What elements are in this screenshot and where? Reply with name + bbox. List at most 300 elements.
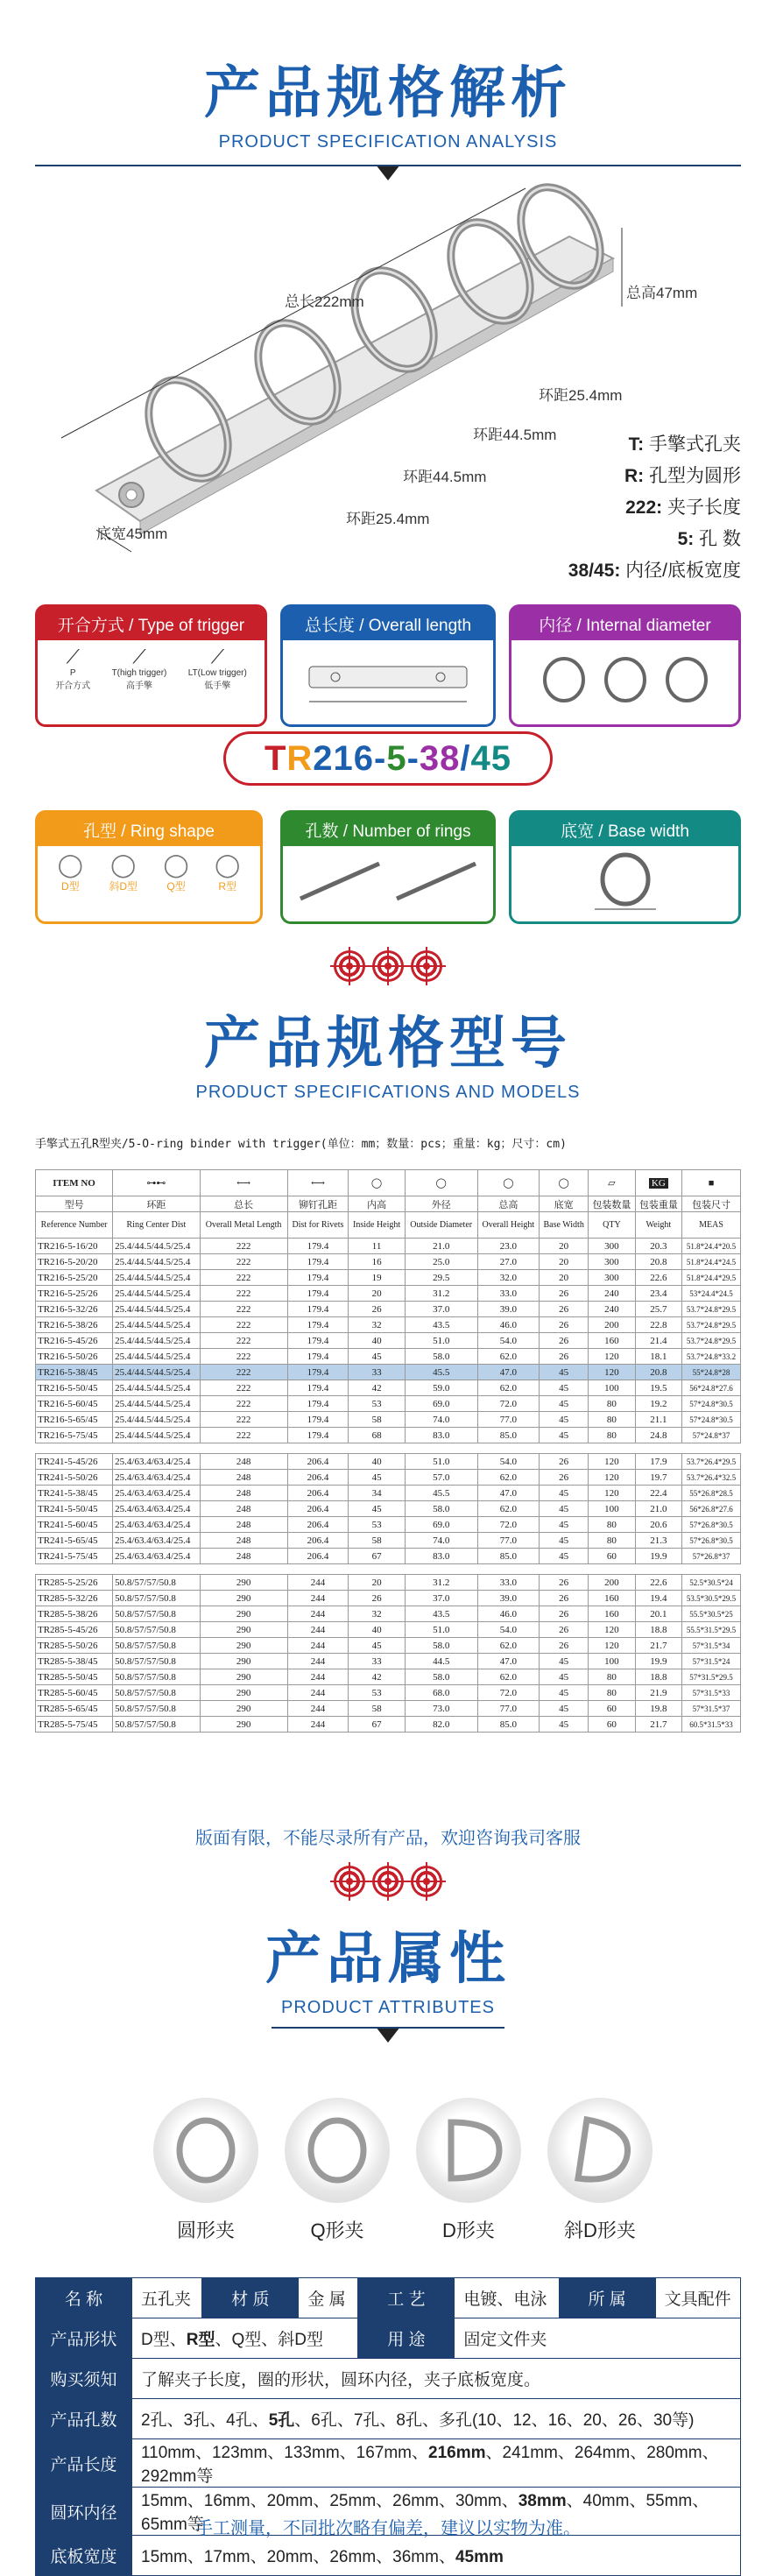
table-cell: 40 (349, 1454, 406, 1470)
table-cell: 300 (589, 1254, 635, 1270)
table-cell: TR216-5-38/45 (36, 1365, 113, 1380)
table-cell: 26 (540, 1591, 589, 1606)
table-cell: 53.7*26.4*29.5 (682, 1454, 741, 1470)
table-cell: 11 (349, 1239, 406, 1254)
table-cell: 248 (200, 1517, 287, 1533)
table-cell: 53.7*26.4*32.5 (682, 1470, 741, 1486)
table-row (36, 1549, 741, 1564)
table-cell: 25.4/63.4/63.4/25.4 (113, 1533, 200, 1549)
table-cell: 57*24.8*30.5 (682, 1396, 741, 1412)
table-cell: 32.0 (477, 1270, 540, 1286)
table-cell: 45 (540, 1701, 589, 1717)
table-cell: 25.4/63.4/63.4/25.4 (113, 1470, 200, 1486)
table-cell: 25.4/44.5/44.5/25.4 (113, 1239, 200, 1254)
target-icon (372, 1866, 404, 1897)
table-cell: 244 (287, 1669, 349, 1685)
table-cell: 44.5 (405, 1654, 477, 1669)
table-cell: 53.5*30.5*29.5 (682, 1591, 741, 1606)
table-cell: 57*26.8*37 (682, 1549, 741, 1564)
table-cell: 26 (540, 1302, 589, 1317)
attr-row: 产品孔数 2孔、3孔、4孔、5孔、6孔、7孔、8孔、多孔(10、12、16、20、26、30等) (36, 2399, 741, 2439)
box-shape-title: 孔型 / Ring shape (38, 813, 260, 846)
table-cell: 206.4 (287, 1549, 349, 1564)
column-header: 包装重量 (635, 1196, 681, 1212)
inside-height-icon: ◯ (349, 1170, 406, 1196)
column-header: 内高 (349, 1196, 406, 1212)
table-cell: TR241-5-38/45 (36, 1486, 113, 1501)
table-cell: 37.0 (405, 1302, 477, 1317)
table-cell: 222 (200, 1270, 287, 1286)
table-cell: 50.8/57/57/50.8 (113, 1685, 200, 1701)
table-cell: 45 (349, 1638, 406, 1654)
table-cell: TR285-5-25/26 (36, 1575, 113, 1591)
table-cell: 40 (349, 1333, 406, 1349)
box-rings-title: 孔数 / Number of rings (283, 813, 493, 846)
table-cell: 54.0 (477, 1622, 540, 1638)
table-cell: 21.1 (635, 1412, 681, 1428)
table-cell: 53 (349, 1517, 406, 1533)
column-header-en: Weight (635, 1212, 681, 1239)
table-cell: 290 (200, 1638, 287, 1654)
table-cell: 60 (589, 1717, 635, 1733)
table-cell: 179.4 (287, 1349, 349, 1365)
table-row (36, 1317, 741, 1333)
table-cell: 74.0 (405, 1412, 477, 1428)
table-cell: 56*26.8*27.6 (682, 1501, 741, 1517)
column-header: 型号 (36, 1196, 113, 1212)
attr-row: 产品长度 110mm、123mm、133mm、167mm、216mm、241mm、264mm、280mm、292mm等 (36, 2439, 741, 2488)
table-cell: 47.0 (477, 1654, 540, 1669)
table-cell: 290 (200, 1717, 287, 1733)
target-icons (0, 1866, 776, 1897)
table-cell: TR241-5-45/26 (36, 1454, 113, 1470)
outside-diameter-icon: ◯ (405, 1170, 477, 1196)
table-cell: 240 (589, 1286, 635, 1302)
shape-caption: D形夹 (442, 2220, 495, 2241)
table-cell: TR241-5-50/26 (36, 1470, 113, 1486)
table-cell: 45.5 (405, 1365, 477, 1380)
table-cell: 18.1 (635, 1349, 681, 1365)
table-cell: 26 (540, 1606, 589, 1622)
table-row (36, 1717, 741, 1733)
table-cell: 179.4 (287, 1317, 349, 1333)
table-cell: 50.8/57/57/50.8 (113, 1575, 200, 1591)
table-cell: 290 (200, 1575, 287, 1591)
table-cell: 19.9 (635, 1654, 681, 1669)
table-cell: 248 (200, 1454, 287, 1470)
table-cell: TR216-5-20/20 (36, 1254, 113, 1270)
table-cell: 62.0 (477, 1501, 540, 1517)
table-cell: 45 (349, 1501, 406, 1517)
table-cell: TR216-5-25/26 (36, 1286, 113, 1302)
table-cell: 100 (589, 1654, 635, 1669)
table-cell: 34 (349, 1486, 406, 1501)
table-cell: 120 (589, 1454, 635, 1470)
table-cell: 58 (349, 1412, 406, 1428)
table-cell: 47.0 (477, 1486, 540, 1501)
target-icon (411, 1866, 442, 1897)
box-qty-icon: ▱ (589, 1170, 635, 1196)
table-cell: 57*31.5*24 (682, 1654, 741, 1669)
table-cell: 45 (540, 1533, 589, 1549)
table-cell: 26 (540, 1454, 589, 1470)
table-cell: 69.0 (405, 1517, 477, 1533)
table-row (36, 1701, 741, 1717)
table-cell: 19.8 (635, 1701, 681, 1717)
table-cell: 20.1 (635, 1606, 681, 1622)
table-cell: TR216-5-75/45 (36, 1428, 113, 1443)
table-cell: 25.4/44.5/44.5/25.4 (113, 1317, 200, 1333)
table-cell: 26 (540, 1638, 589, 1654)
table-cell: 80 (589, 1669, 635, 1685)
table-cell: 45 (540, 1396, 589, 1412)
table-cell: 46.0 (477, 1606, 540, 1622)
table-cell: 46.0 (477, 1317, 540, 1333)
table-cell: 244 (287, 1717, 349, 1733)
table-cell: 290 (200, 1701, 287, 1717)
table-cell: 72.0 (477, 1396, 540, 1412)
table-cell: 60 (589, 1549, 635, 1564)
table-cell: 53 (349, 1396, 406, 1412)
attr-row: 底板宽度 15mm、17mm、20mm、26mm、36mm、45mm (36, 2536, 741, 2576)
table-cell: 45 (540, 1549, 589, 1564)
column-header: 总长 (200, 1196, 287, 1212)
table-cell: 179.4 (287, 1412, 349, 1428)
attr-row: 产品形状 D型、R型、Q型、斜D型 用 途 固定文件夹 (36, 2318, 741, 2359)
table-row (36, 1622, 741, 1638)
table-cell: 69.0 (405, 1396, 477, 1412)
table-cell: 39.0 (477, 1302, 540, 1317)
table-cell: 53.7*24.8*33.2 (682, 1349, 741, 1365)
table-cell: 206.4 (287, 1470, 349, 1486)
table-cell: 45 (540, 1669, 589, 1685)
table-cell: 290 (200, 1606, 287, 1622)
table-cell: 248 (200, 1549, 287, 1564)
table-cell: 62.0 (477, 1638, 540, 1654)
base-width-icon: ◯ (540, 1170, 589, 1196)
d-ring-image (416, 2098, 521, 2203)
column-header: 环距 (113, 1196, 200, 1212)
table-cell: TR216-5-38/26 (36, 1317, 113, 1333)
table-cell: TR285-5-45/26 (36, 1622, 113, 1638)
attr-row: 购买须知 了解夹子长度，圈的形状，圆环内径，夹子底板宽度。 (36, 2359, 741, 2399)
box-ring-shape: 孔型 / Ring shape ◯ D型 ◯ 斜D型 ◯ Q型 ◯ R型 (35, 810, 263, 924)
table-cell: 290 (200, 1654, 287, 1669)
table-cell: 240 (589, 1302, 635, 1317)
table-cell: 19.5 (635, 1380, 681, 1396)
dim-total-length: 总长222mm (285, 293, 364, 310)
table-cell: 222 (200, 1317, 287, 1333)
table-cell: 206.4 (287, 1533, 349, 1549)
table-cell: 58 (349, 1533, 406, 1549)
trigger-icon: ⟋ (210, 646, 224, 667)
table-cell: 85.0 (477, 1549, 540, 1564)
table-cell: TR241-5-50/45 (36, 1501, 113, 1517)
table-cell: TR285-5-60/45 (36, 1685, 113, 1701)
table-cell: 25.0 (405, 1254, 477, 1270)
divider (272, 2027, 504, 2029)
column-header: 底宽 (540, 1196, 589, 1212)
table-cell: 25.4/44.5/44.5/25.4 (113, 1428, 200, 1443)
metal-length-icon: ⟷ (200, 1170, 287, 1196)
box-number-of-rings (280, 810, 496, 924)
table-cell: 67 (349, 1549, 406, 1564)
table-cell: 32 (349, 1606, 406, 1622)
table-cell: 160 (589, 1591, 635, 1606)
table-cell: 55.5*30.5*25 (682, 1606, 741, 1622)
ring-center-icon: ⊶⊷ (113, 1170, 200, 1196)
table-cell: 20 (349, 1575, 406, 1591)
table-cell: 50.8/57/57/50.8 (113, 1701, 200, 1717)
dim-pitch-4: 环距25.4mm (346, 511, 430, 527)
table-cell: 40 (349, 1622, 406, 1638)
table-row (36, 1454, 741, 1470)
table-cell: 59.0 (405, 1380, 477, 1396)
table-cell: 290 (200, 1669, 287, 1685)
table-cell: 200 (589, 1317, 635, 1333)
table-cell: 60 (589, 1701, 635, 1717)
table-cell: 85.0 (477, 1428, 540, 1443)
table-cell: TR285-5-75/45 (36, 1717, 113, 1733)
target-icon (372, 950, 404, 982)
table-cell: 222 (200, 1349, 287, 1365)
table-cell: 50.8/57/57/50.8 (113, 1669, 200, 1685)
table-cell: TR285-5-65/45 (36, 1701, 113, 1717)
table-cell: 244 (287, 1638, 349, 1654)
r-ring-icon: ◯ (215, 851, 241, 878)
table-cell: 22.6 (635, 1270, 681, 1286)
table-cell: 22.4 (635, 1486, 681, 1501)
table-cell: 62.0 (477, 1470, 540, 1486)
table-cell: 45 (349, 1470, 406, 1486)
table-cell: 120 (589, 1638, 635, 1654)
section-spec-models (0, 999, 776, 1103)
table-row (36, 1286, 741, 1302)
target-icon (334, 1866, 365, 1897)
table-cell: 244 (287, 1575, 349, 1591)
table-cell: 20 (540, 1270, 589, 1286)
table-row (36, 1380, 741, 1396)
box-base-title: 底宽 / Base width (511, 813, 738, 846)
table-cell: 32 (349, 1317, 406, 1333)
table-cell: 120 (589, 1365, 635, 1380)
table-cell: 62.0 (477, 1669, 540, 1685)
table-cell: 222 (200, 1365, 287, 1380)
table-cell: 57*31.5*33 (682, 1685, 741, 1701)
section2-title: 产品规格型号 (204, 1012, 572, 1075)
table-cell: 45 (349, 1349, 406, 1365)
table-row (36, 1470, 741, 1486)
legend-row: 222: 夹子长度 (625, 498, 741, 518)
table-cell: 56*24.8*27.6 (682, 1380, 741, 1396)
table-cell: 244 (287, 1606, 349, 1622)
table-cell: 45 (540, 1428, 589, 1443)
dim-base-width: 底宽45mm (96, 526, 168, 542)
table-cell: 160 (589, 1606, 635, 1622)
table-cell: 23.0 (477, 1239, 540, 1254)
table-cell: TR241-5-75/45 (36, 1549, 113, 1564)
table-cell: 43.5 (405, 1317, 477, 1333)
table-cell: 80 (589, 1517, 635, 1533)
table-cell: 25.4/44.5/44.5/25.4 (113, 1254, 200, 1270)
table-cell: 80 (589, 1412, 635, 1428)
table-cell: 25.4/63.4/63.4/25.4 (113, 1486, 200, 1501)
table-cell: 45 (540, 1501, 589, 1517)
table-cell: 206.4 (287, 1486, 349, 1501)
table-cell: 21.0 (405, 1239, 477, 1254)
table-cell: 25.4/44.5/44.5/25.4 (113, 1302, 200, 1317)
legend-row: R: 孔型为圆形 (624, 466, 741, 486)
table-cell: 68 (349, 1428, 406, 1443)
table-cell: 50.8/57/57/50.8 (113, 1638, 200, 1654)
column-header-en: Ring Center Dist (113, 1212, 200, 1239)
shape-caption: 斜D形夹 (564, 2220, 636, 2241)
table-cell: 62.0 (477, 1380, 540, 1396)
table-cell: 244 (287, 1654, 349, 1669)
table-cell: 45 (540, 1717, 589, 1733)
section-spec-analysis (0, 48, 776, 180)
table-row (36, 1428, 741, 1443)
table-cell: 25.4/63.4/63.4/25.4 (113, 1501, 200, 1517)
target-icon (411, 950, 442, 982)
table-cell: TR241-5-65/45 (36, 1533, 113, 1549)
table-cell: 54.0 (477, 1333, 540, 1349)
attr-row: 名 称 五孔夹 材 质 金 属 工 艺 电镀、电泳 所 属 文具配件 (36, 2278, 741, 2318)
legend-row: T: 手擎式孔夹 (628, 434, 741, 455)
table-cell: 39.0 (477, 1591, 540, 1606)
table-cell: 42 (349, 1380, 406, 1396)
table-cell: 51.8*24.4*20.5 (682, 1239, 741, 1254)
table-cell: 77.0 (477, 1701, 540, 1717)
table-cell: 222 (200, 1302, 287, 1317)
column-header: 铆钉孔距 (287, 1196, 349, 1212)
table-cell: 244 (287, 1591, 349, 1606)
table-cell: 25.7 (635, 1302, 681, 1317)
header-en (36, 1212, 741, 1239)
table-cell: 206.4 (287, 1501, 349, 1517)
overall-height-icon: ◯ (477, 1170, 540, 1196)
length-diagram-icon (283, 640, 493, 719)
table-cell: TR285-5-38/45 (36, 1654, 113, 1669)
attr-row: 圆环内径 15mm、16mm、20mm、25mm、26mm、30mm、38mm、40mm、55mm、65mm等 (36, 2488, 741, 2536)
table-cell: 25.4/63.4/63.4/25.4 (113, 1454, 200, 1470)
table-cell: 222 (200, 1333, 287, 1349)
table-cell: 57*31.5*29.5 (682, 1669, 741, 1685)
table-cell: 100 (589, 1380, 635, 1396)
table-cell: 26 (349, 1302, 406, 1317)
column-header-en: Dist for Rivets (287, 1212, 349, 1239)
header-cn (36, 1196, 741, 1212)
table-row (36, 1654, 741, 1669)
table-cell: TR216-5-50/45 (36, 1380, 113, 1396)
table-cell: 120 (589, 1486, 635, 1501)
column-header: 外径 (405, 1196, 477, 1212)
dim-pitch-3: 环距44.5mm (403, 469, 487, 485)
table-cell: 43.5 (405, 1606, 477, 1622)
table-cell: TR216-5-32/26 (36, 1302, 113, 1317)
section2-subtitle: PRODUCT SPECIFICATIONS AND MODELS (195, 1083, 581, 1102)
table-cell: 16 (349, 1254, 406, 1270)
table-cell: 179.4 (287, 1396, 349, 1412)
table-row (36, 1533, 741, 1549)
table-cell: 200 (589, 1575, 635, 1591)
shape-caption: 圆形夹 (176, 2220, 235, 2241)
table-cell: 18.8 (635, 1622, 681, 1638)
table-cell: 74.0 (405, 1533, 477, 1549)
table-cell: 222 (200, 1428, 287, 1443)
box-internal-diameter (509, 604, 741, 727)
table-row (36, 1302, 741, 1317)
table-row (36, 1638, 741, 1654)
table-cell: 26 (540, 1470, 589, 1486)
table-cell: 53*24.4*24.5 (682, 1286, 741, 1302)
table-caption: 手擎式五孔R型夹/5-O-ring binder with trigger(单位：mm；数量：pcs；重量：kg；尺寸：cm) (35, 1138, 567, 1151)
table-cell: 53.7*24.8*29.5 (682, 1333, 741, 1349)
spec-table (35, 1169, 741, 1733)
spec-table-body (36, 1239, 741, 1733)
table-cell: 47.0 (477, 1365, 540, 1380)
round-ring-image (153, 2098, 258, 2203)
table-cell: 222 (200, 1412, 287, 1428)
table-cell: 57*24.8*37 (682, 1428, 741, 1443)
dim-total-height: 总高47mm (626, 285, 698, 301)
down-triangle-icon (376, 2027, 400, 2043)
legend-row: 5: 孔 数 (677, 529, 741, 549)
box-inner-title: 内径 / Internal diameter (511, 607, 738, 640)
table-cell: 45.5 (405, 1486, 477, 1501)
table-cell: 45 (540, 1654, 589, 1669)
table-cell: 248 (200, 1501, 287, 1517)
table-cell: 77.0 (477, 1412, 540, 1428)
table-row (36, 1517, 741, 1533)
table-cell: 179.4 (287, 1428, 349, 1443)
table-cell: 26 (540, 1317, 589, 1333)
table-cell: 57*24.8*30.5 (682, 1412, 741, 1428)
table-cell: 25.4/44.5/44.5/25.4 (113, 1349, 200, 1365)
rings-count-icon (283, 846, 493, 916)
table-cell: 20 (540, 1254, 589, 1270)
weight-icon: KG (635, 1170, 681, 1196)
table-cell: 50.8/57/57/50.8 (113, 1606, 200, 1622)
target-icon (334, 950, 365, 982)
table-row (36, 1685, 741, 1701)
table-cell: 58.0 (405, 1501, 477, 1517)
table-cell: 25.4/44.5/44.5/25.4 (113, 1270, 200, 1286)
table-cell: 83.0 (405, 1549, 477, 1564)
table-cell: 72.0 (477, 1685, 540, 1701)
table-cell: 21.7 (635, 1717, 681, 1733)
table-cell: 25.4/44.5/44.5/25.4 (113, 1380, 200, 1396)
header-icons: ITEM NO ⊶⊷ ⟷ ⟷ ◯ ◯ ◯ ◯ ▱ KG ■ (36, 1170, 741, 1196)
table-cell: 62.0 (477, 1349, 540, 1365)
table-cell: 290 (200, 1591, 287, 1606)
table-cell: 80 (589, 1428, 635, 1443)
table-cell: 60.5*31.5*33 (682, 1717, 741, 1733)
table-cell: 55*26.8*28.5 (682, 1486, 741, 1501)
table-row (36, 1412, 741, 1428)
table-cell: 50.8/57/57/50.8 (113, 1654, 200, 1669)
table-cell: 19 (349, 1270, 406, 1286)
table-note: 版面有限，不能尽录所有产品，欢迎咨询我司客服 (195, 1829, 581, 1848)
table-cell: 33.0 (477, 1575, 540, 1591)
table-cell: 160 (589, 1333, 635, 1349)
table-cell: 55*24.8*28 (682, 1365, 741, 1380)
table-cell: 179.4 (287, 1286, 349, 1302)
table-row (36, 1501, 741, 1517)
table-cell: 20.6 (635, 1517, 681, 1533)
table-cell: 58 (349, 1701, 406, 1717)
table-cell: 57.0 (405, 1470, 477, 1486)
